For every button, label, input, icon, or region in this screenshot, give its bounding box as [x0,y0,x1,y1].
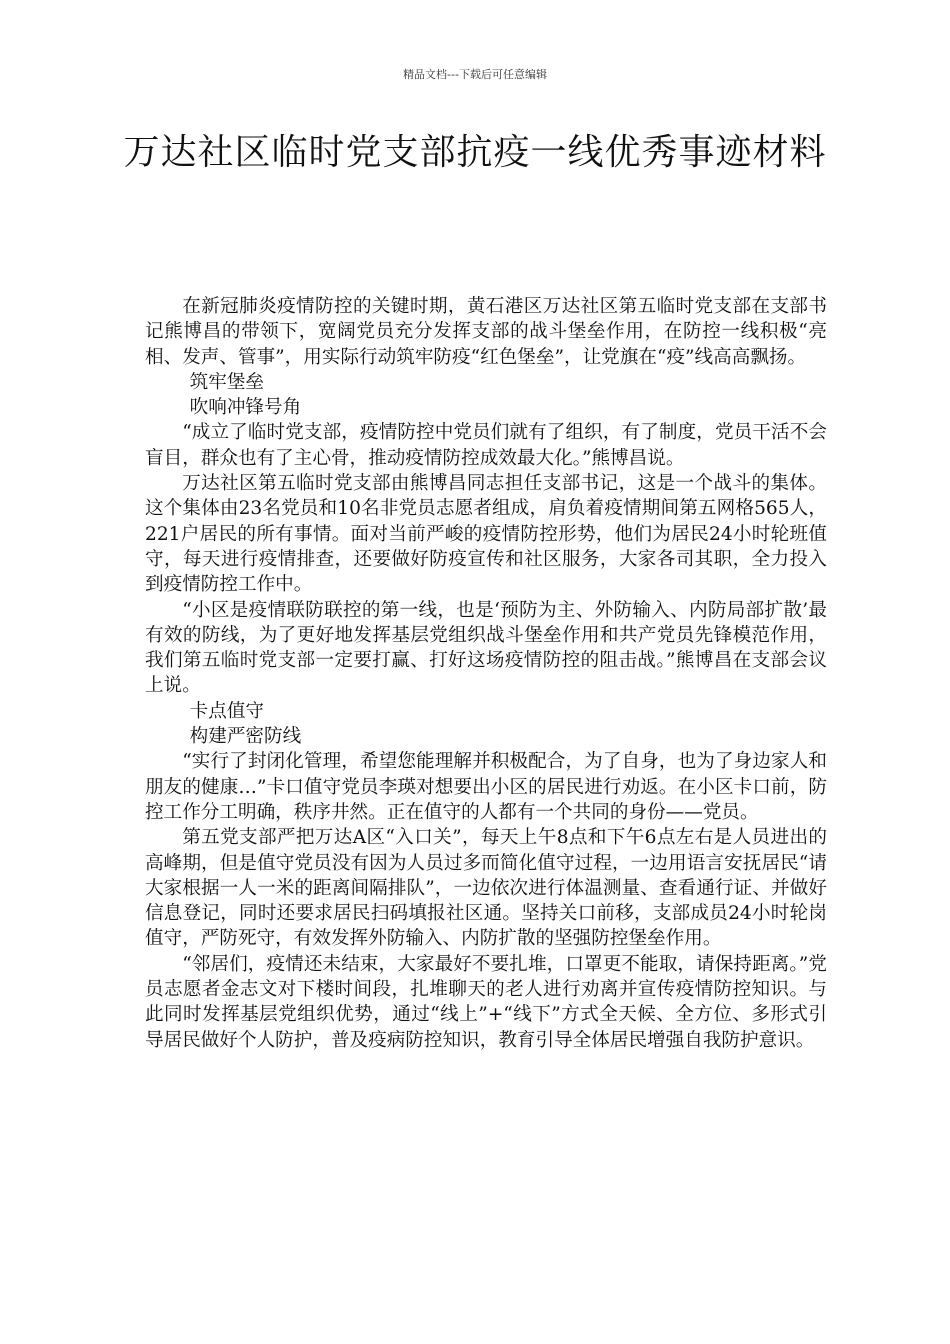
body-paragraph: “邻居们，疫情还未结束，大家最好不要扎堆，口罩更不能取，请保持距离。”党员志愿者金志文对下楼时间段，扎堆聊天的老人进行劝离并宣传疫情防控知识。与此同时发挥基层党组织优势，通过“线上”+“线下”方式全天候、全方位、多形式引导居民做好个人防护，普及疫病防控知识，教育引导全体居民增强自我防护意识。 [145,953,827,1051]
body-paragraph: “成立了临时党支部，疫情防控中党员们就有了组织，有了制度，党员干活不会盲目，群众也有了主心骨，推动疫情防控成效最大化。”熊博昌说。 [145,422,827,469]
body-paragraph: 第五党支部严把万达A区“入口关”，每天上午8点和下午6点左右是人员进出的高峰期，但是值守党员没有因为人员过多而简化值守过程，一边用语言安抚居民“请大家根据一人一米的距离间隔排队”，一边依次进行体温测量、查看通行证、并做好信息登记，同时还要求居民扫码填报社区通。坚持关口前移，支部成员24小时轮岗值守，严防死守，有效发挥外防输入、内防扩散的坚强防控堡垒作用。 [145,827,827,950]
section-heading: 卡点值守 [189,700,265,722]
body-paragraph: 万达社区第五临时党支部由熊博昌同志担任支部书记，这是一个战斗的集体。这个集体由23名党员和10名非党员志愿者组成，肩负着疫情期间第五网格565人，221户居民的所有事情。面对当前严峻的疫情防控形势，他们为居民24小时轮班值守，每天进行疫情排查，还要做好防疫宣传和社区服务，大家各司其职，全力投入到疫情防控工作中。 [145,473,827,596]
body-paragraph: 在新冠肺炎疫情防控的关键时期，黄石港区万达社区第五临时党支部在支部书记熊博昌的带领下，宽阔党员充分发挥支部的战斗堡垒作用，在防控一线积极“亮相、发声、管事”，用实际行动筑牢防疫“红色堡垒”，让党旗在“疫”线高高飘扬。 [145,296,827,368]
body-paragraph: “小区是疫情联防联控的第一线，也是‘预防为主、外防输入、内防局部扩散’最有效的防线，为了更好地发挥基层党组织战斗堡垒作用和共产党员先锋模范作用，我们第五临时党支部一定要打赢、打好这场疫情防控的阻击战。”熊博昌在支部会议上说。 [145,599,827,697]
section-heading: 构建严密防线 [189,726,302,748]
document-title: 万达社区临时党支部抗疫一线优秀事迹材料 [123,132,827,173]
header-note: 精品文档---下载后可任意编辑 [403,68,547,81]
section-heading: 筑牢堡垒 [189,371,265,393]
body-paragraph: “实行了封闭化管理，希望您能理解并积极配合，为了自身，也为了身边家人和朋友的健康…”卡口值守党员李瑛对想要出小区的居民进行劝返。在小区卡口前，防控工作分工明确，秩序井然。正在值守的人都有一个共同的身份——党员。 [145,751,827,823]
section-heading: 吹响冲锋号角 [189,397,302,419]
document-body [145,294,827,1053]
